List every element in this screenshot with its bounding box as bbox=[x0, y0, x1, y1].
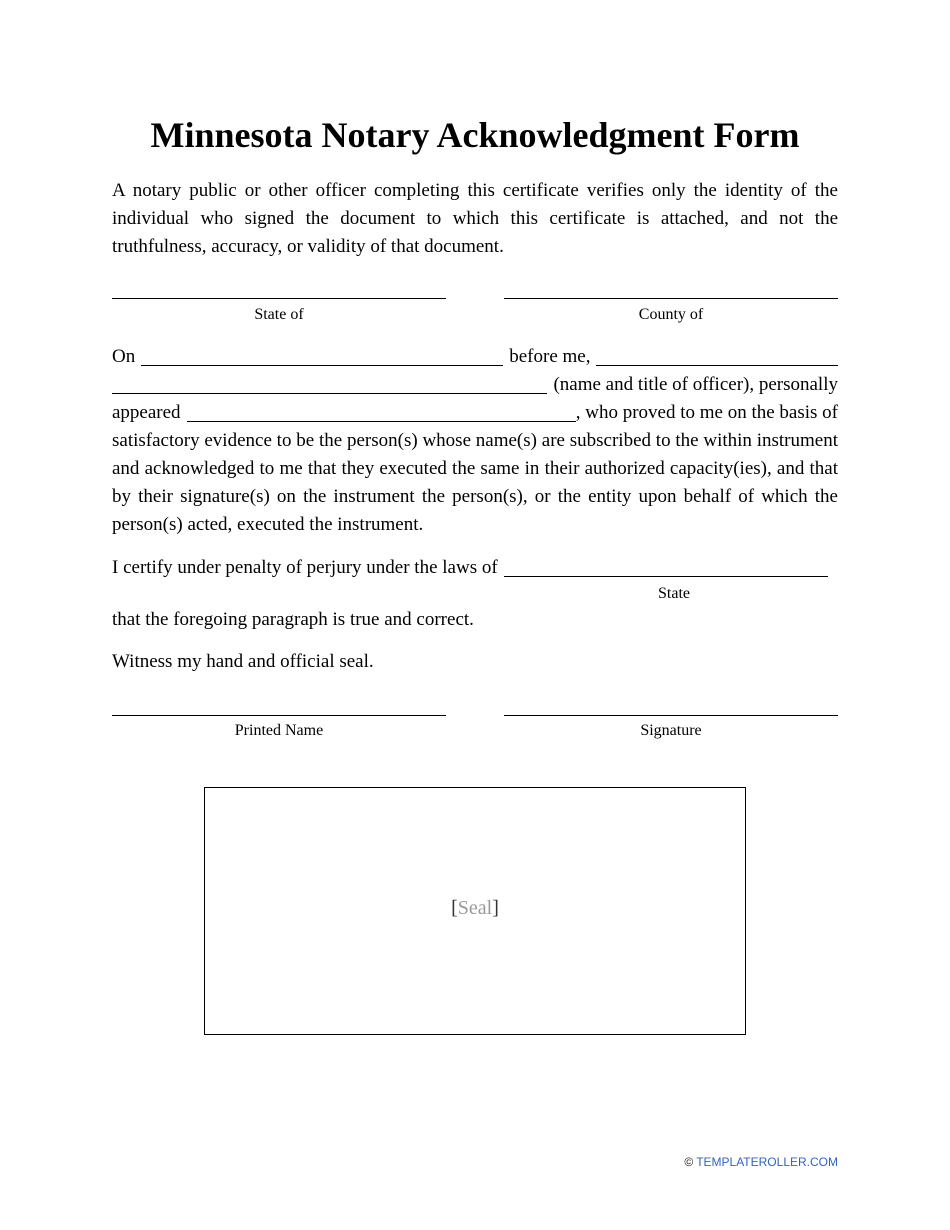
ack-row-3 bbox=[112, 399, 838, 427]
who-proved-label: , who proved to me on the basis of bbox=[575, 402, 838, 423]
name-title-label: (name and title of officer), personally bbox=[553, 374, 838, 395]
certify-state-label: State bbox=[658, 585, 690, 602]
county-of-field[interactable] bbox=[504, 298, 838, 299]
printed-name-label: Printed Name bbox=[234, 722, 324, 739]
copyright-symbol: © bbox=[684, 1155, 694, 1169]
certify-tail-text: that the foregoing paragraph is true and correct. bbox=[112, 609, 474, 630]
printed-name-field[interactable] bbox=[112, 715, 446, 716]
on-label: On bbox=[112, 346, 136, 367]
signature-label: Signature bbox=[640, 722, 702, 739]
appeared-label: appeared bbox=[112, 402, 181, 423]
intro-text: A notary public or other officer completing this certificate verifies only the identity of the individual who signed the document to which this certificate is attached, and not the truthfulness, accuracy, or validity of that document. bbox=[112, 180, 838, 257]
ack-body-paragraph bbox=[112, 427, 838, 539]
officer-name-field-part2[interactable] bbox=[112, 393, 547, 394]
certify-lead-label: I certify under penalty of perjury under the laws of bbox=[112, 557, 498, 578]
seal-word: Seal bbox=[457, 897, 493, 919]
before-me-label: before me, bbox=[509, 346, 591, 367]
state-of-field[interactable] bbox=[112, 298, 446, 299]
templateroller-link[interactable]: TEMPLATEROLLER.COM bbox=[696, 1155, 838, 1169]
certify-row bbox=[112, 554, 828, 582]
state-of-label: State of bbox=[254, 306, 304, 323]
ack-body-text: satisfactory evidence to be the person(s) whose name(s) are subscribed to the within instrument and acknowledged to me that they executed the same in their authorized capacity(ies), and that by their signature(s) on the instrument the person(s), or the entity upon behalf of which the person(s) acted, executed the instrument. bbox=[112, 430, 838, 535]
intro-paragraph bbox=[112, 177, 838, 261]
footer-credit bbox=[684, 1154, 838, 1170]
signature-field[interactable] bbox=[504, 715, 838, 716]
ack-row-2 bbox=[112, 371, 838, 399]
county-of-label: County of bbox=[638, 306, 704, 323]
appeared-name-field[interactable] bbox=[187, 421, 576, 422]
page-title: Minnesota Notary Acknowledgment Form bbox=[150, 115, 800, 155]
seal-close-bracket: ] bbox=[492, 897, 499, 919]
witness-text: Witness my hand and official seal. bbox=[112, 651, 374, 672]
certify-state-field[interactable] bbox=[504, 576, 828, 577]
seal-placeholder bbox=[205, 894, 745, 922]
seal-open-bracket: [ bbox=[451, 897, 458, 919]
officer-name-field-part1[interactable] bbox=[596, 365, 838, 366]
ack-row-1 bbox=[112, 343, 838, 371]
date-field[interactable] bbox=[141, 365, 503, 366]
seal-box bbox=[204, 787, 746, 1035]
